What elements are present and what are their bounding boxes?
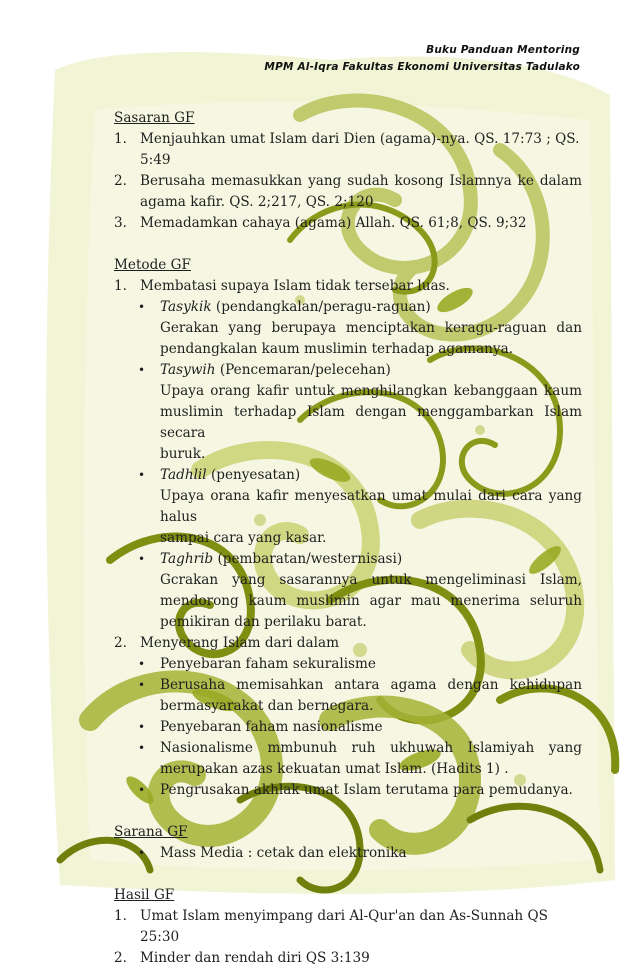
list-number: 1. bbox=[114, 131, 127, 147]
term-description: Upaya orang kafir untuk menghilangkan kebanggaan kaum bbox=[160, 383, 582, 399]
bullet-item bbox=[114, 717, 582, 738]
bullet-marker: • bbox=[138, 678, 146, 692]
bullet-text-cont: merupakan azas kekuatan umat Islam. (Hadits 1) . bbox=[160, 761, 509, 777]
bullet-marker: • bbox=[138, 783, 146, 797]
bullet-item bbox=[114, 780, 582, 801]
bullet-text: Mass Media : cetak dan elektronika bbox=[160, 845, 407, 861]
list-number: 1. bbox=[114, 278, 127, 294]
section-heading-hasil: Hasil GF bbox=[114, 887, 175, 903]
bullet-item bbox=[114, 465, 582, 486]
term: Tadhlil bbox=[160, 467, 207, 483]
bullet-marker: • bbox=[138, 363, 146, 377]
bullet-item bbox=[114, 297, 582, 318]
list-item-text: Menjauhkan umat Islam dari Dien (agama)-nya. QS. 17:73 ; QS. 5:49 bbox=[140, 131, 580, 168]
list-item bbox=[114, 906, 582, 948]
term-description-cont: muslimin terhadap Islam dengan menggambarkan Islam secara bbox=[160, 404, 582, 441]
list-item bbox=[114, 129, 582, 171]
list-item-text: Minder dan rendah diri QS 3:139 bbox=[140, 950, 370, 966]
list-number: 2. bbox=[114, 173, 127, 189]
bullet-text: Pengrusakan akhlak umat Islam terutama para pemudanya. bbox=[160, 782, 573, 798]
bullet-item bbox=[114, 654, 582, 675]
term-description-cont: mendorong kaum muslimin agar mau menerima seluruh bbox=[160, 593, 582, 609]
term-description-cont: pendangkalan kaum muslimin terhadap agamanya. bbox=[160, 341, 514, 357]
list-item bbox=[114, 633, 582, 654]
document-body bbox=[114, 108, 582, 969]
bullet-text: Nasionalisme mmbunuh ruh ukhuwah Islamiyah yang bbox=[160, 740, 582, 756]
bullet-marker: • bbox=[138, 657, 146, 671]
bullet-marker: • bbox=[138, 720, 146, 734]
term-description: Gerakan yang berupaya menciptakan keragu-raguan dan bbox=[160, 320, 582, 336]
term-description: Upaya orana kafir menyesatkan umat mulai dari cara yang halus bbox=[160, 488, 582, 525]
section-heading-metode: Metode GF bbox=[114, 257, 191, 273]
term-gloss: (penyesatan) bbox=[206, 467, 301, 483]
section-heading-sarana: Sarana GF bbox=[114, 824, 188, 840]
term: Tasywih bbox=[160, 362, 216, 378]
bullet-item bbox=[114, 360, 582, 381]
list-number: 2. bbox=[114, 950, 127, 966]
term-gloss: (Pencemaran/pelecehan) bbox=[215, 362, 391, 378]
bullet-text: Berusaha memisahkan antara agama dengan kehidupan bbox=[160, 677, 582, 693]
term-gloss: (pembaratan/westernisasi) bbox=[213, 551, 403, 567]
bullet-marker: • bbox=[138, 741, 146, 755]
running-header bbox=[264, 42, 580, 76]
bullet-marker: • bbox=[138, 300, 146, 314]
list-item-text: Umat Islam menyimpang dari Al-Qur'an dan As-Sunnah QS 25:30 bbox=[140, 908, 548, 945]
header-book-title: Buku Panduan Mentoring bbox=[426, 44, 580, 56]
term-description-cont: sampai cara yang kasar. bbox=[160, 530, 327, 546]
term-description-cont: buruk. bbox=[160, 446, 206, 462]
term-description: Gcrakan yang sasarannya untuk mengeliminasi Islam, bbox=[160, 572, 582, 588]
bullet-marker: • bbox=[138, 552, 146, 566]
section-heading-sasaran: Sasaran GF bbox=[114, 110, 195, 126]
bullet-item bbox=[114, 843, 582, 864]
list-item-text: Membatasi supaya Islam tidak tersebar luas. bbox=[140, 278, 450, 294]
bullet-marker: • bbox=[138, 468, 146, 482]
list-number: 1. bbox=[114, 908, 127, 924]
bullet-marker: • bbox=[138, 846, 146, 860]
list-item bbox=[114, 171, 582, 213]
term: Tasykik bbox=[160, 299, 212, 315]
bullet-text: Penyebaran faham sekuralisme bbox=[160, 656, 376, 672]
header-organization: MPM Al-Iqra Fakultas Ekonomi Universitas Tadulako bbox=[264, 61, 580, 73]
term: Taghrib bbox=[160, 551, 214, 567]
bullet-item bbox=[114, 549, 582, 570]
list-item bbox=[114, 213, 582, 234]
list-item bbox=[114, 276, 582, 297]
term-description-cont: pemikiran dan perilaku barat. bbox=[160, 614, 367, 630]
list-item bbox=[114, 948, 582, 969]
list-item-text: Berusaha memasukkan yang sudah kosong Islamnya ke dalam bbox=[140, 173, 582, 189]
bullet-item bbox=[114, 738, 582, 780]
bullet-item bbox=[114, 675, 582, 717]
term-gloss: (pendangkalan/peragu-raguan) bbox=[211, 299, 431, 315]
bullet-text: Penyebaran faham nasionalisme bbox=[160, 719, 383, 735]
bullet-text-cont: bermasyarakat dan bernegara. bbox=[160, 698, 374, 714]
list-item-text: Menyerang Islam dari dalam bbox=[140, 635, 339, 651]
list-item-text-cont: agama kafir. QS. 2;217, QS. 2;120 bbox=[140, 194, 374, 210]
list-number: 3. bbox=[114, 215, 127, 231]
list-item-text: Memadamkan cahaya (agama) Allah. QS. 61;8, QS. 9;32 bbox=[140, 215, 527, 231]
list-number: 2. bbox=[114, 635, 127, 651]
